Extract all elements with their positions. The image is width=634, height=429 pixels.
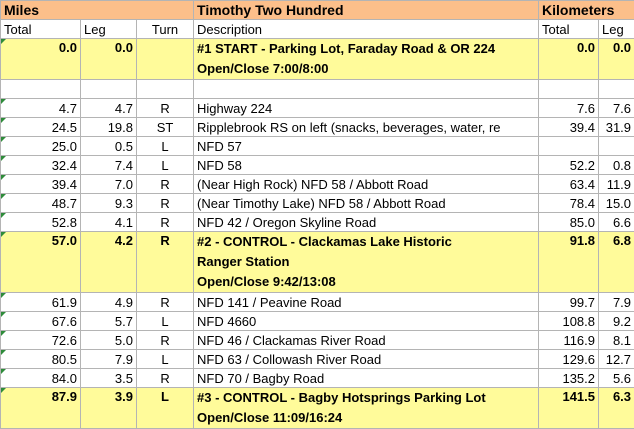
total-km-cell[interactable]: 78.4 <box>539 194 599 213</box>
total-km-cell[interactable]: 135.2 <box>539 369 599 388</box>
spacer-cell[interactable] <box>194 80 539 99</box>
leg-km-column-header[interactable]: Leg <box>599 20 634 39</box>
leg-km-cell[interactable]: 0.0 <box>599 39 634 80</box>
turn-cell[interactable]: R <box>137 194 194 213</box>
total-miles-cell[interactable]: 52.8 <box>1 213 81 232</box>
control-row <box>1 39 634 80</box>
description-cell[interactable]: NFD 4660 <box>194 312 539 331</box>
leg-km-cell[interactable]: 6.6 <box>599 213 634 232</box>
subheader-row <box>1 20 634 39</box>
description-cell[interactable]: (Near High Rock) NFD 58 / Abbott Road <box>194 175 539 194</box>
kilometers-header[interactable]: Kilometers <box>539 1 634 20</box>
leg-km-cell[interactable]: 12.7 <box>599 350 634 369</box>
cue-row <box>1 293 634 312</box>
description-cell[interactable]: NFD 58 <box>194 156 539 175</box>
total-km-cell[interactable]: 0.0 <box>539 39 599 80</box>
description-cell[interactable]: Ripplebrook RS on left (snacks, beverages, water, re <box>194 118 539 137</box>
total-miles-cell[interactable]: 32.4 <box>1 156 81 175</box>
leg-km-cell[interactable]: 6.3 <box>599 388 634 429</box>
leg-km-cell[interactable]: 31.9 <box>599 118 634 137</box>
turn-cell[interactable]: L <box>137 156 194 175</box>
spacer-cell[interactable] <box>599 80 634 99</box>
turn-cell[interactable]: R <box>137 293 194 312</box>
description-cell[interactable]: Highway 224 <box>194 99 539 118</box>
turn-cell[interactable]: ST <box>137 118 194 137</box>
cue-row <box>1 350 634 369</box>
leg-miles-cell[interactable]: 7.9 <box>81 350 137 369</box>
description-cell[interactable]: NFD 63 / Collowash River Road <box>194 350 539 369</box>
description-line: Ranger Station <box>197 252 535 272</box>
turn-cell[interactable]: L <box>137 312 194 331</box>
total-km-cell[interactable]: 99.7 <box>539 293 599 312</box>
total-miles-cell[interactable]: 67.6 <box>1 312 81 331</box>
description-line: Open/Close 11:09/16:24 <box>197 408 535 428</box>
description-cell[interactable]: NFD 141 / Peavine Road <box>194 293 539 312</box>
turn-cell[interactable]: R <box>137 99 194 118</box>
description-line: #2 - CONTROL - Clackamas Lake Historic <box>197 232 535 252</box>
total-miles-cell[interactable]: 48.7 <box>1 194 81 213</box>
spacer-row <box>1 80 634 99</box>
leg-miles-cell[interactable]: 4.1 <box>81 213 137 232</box>
cue-row <box>1 99 634 118</box>
leg-miles-cell[interactable]: 4.2 <box>81 232 137 293</box>
spacer-cell[interactable] <box>1 80 81 99</box>
description-line: Open/Close 7:00/8:00 <box>197 59 535 79</box>
turn-cell[interactable] <box>137 39 194 80</box>
total-miles-column-header[interactable]: Total <box>1 20 81 39</box>
total-km-cell[interactable]: 63.4 <box>539 175 599 194</box>
total-miles-cell[interactable]: 61.9 <box>1 293 81 312</box>
leg-miles-cell[interactable]: 3.5 <box>81 369 137 388</box>
leg-miles-cell[interactable]: 5.7 <box>81 312 137 331</box>
cue-row <box>1 312 634 331</box>
description-cell[interactable]: NFD 70 / Bagby Road <box>194 369 539 388</box>
control-row <box>1 232 634 293</box>
cue-row <box>1 369 634 388</box>
leg-km-cell[interactable]: 9.2 <box>599 312 634 331</box>
control-row <box>1 388 634 429</box>
leg-km-cell[interactable]: 7.6 <box>599 99 634 118</box>
cue-row <box>1 137 634 156</box>
total-km-cell[interactable]: 116.9 <box>539 331 599 350</box>
description-cell[interactable]: NFD 46 / Clackamas River Road <box>194 331 539 350</box>
header-row <box>1 1 634 20</box>
leg-km-cell[interactable]: 8.1 <box>599 331 634 350</box>
total-miles-cell[interactable]: 84.0 <box>1 369 81 388</box>
description-cell[interactable]: (Near Timothy Lake) NFD 58 / Abbott Road <box>194 194 539 213</box>
total-km-cell[interactable]: 7.6 <box>539 99 599 118</box>
leg-miles-cell[interactable]: 7.0 <box>81 175 137 194</box>
turn-cell[interactable]: L <box>137 137 194 156</box>
total-miles-cell[interactable]: 24.5 <box>1 118 81 137</box>
turn-column-header[interactable]: Turn <box>137 20 194 39</box>
turn-cell[interactable]: R <box>137 331 194 350</box>
description-column-header[interactable]: Description <box>194 20 539 39</box>
route-title-header[interactable]: Timothy Two Hundred <box>194 1 539 20</box>
description-line: #1 START - Parking Lot, Faraday Road & OR 224 <box>197 39 535 59</box>
description-line: Open/Close 9:42/13:08 <box>197 272 535 292</box>
turn-cell[interactable]: R <box>137 213 194 232</box>
description-cell[interactable] <box>194 232 539 293</box>
leg-miles-cell[interactable]: 4.7 <box>81 99 137 118</box>
description-cell[interactable] <box>194 39 539 80</box>
description-cell[interactable]: NFD 42 / Oregon Skyline Road <box>194 213 539 232</box>
leg-km-cell[interactable]: 15.0 <box>599 194 634 213</box>
cue-row <box>1 331 634 350</box>
cue-sheet-body <box>1 1 634 429</box>
leg-km-cell[interactable]: 0.8 <box>599 156 634 175</box>
leg-miles-cell[interactable]: 4.9 <box>81 293 137 312</box>
total-miles-cell[interactable]: 72.6 <box>1 331 81 350</box>
total-km-column-header[interactable]: Total <box>539 20 599 39</box>
cue-row <box>1 156 634 175</box>
total-miles-cell[interactable]: 0.0 <box>1 39 81 80</box>
leg-miles-cell[interactable]: 19.8 <box>81 118 137 137</box>
leg-km-cell[interactable]: 11.9 <box>599 175 634 194</box>
description-cell[interactable] <box>194 388 539 429</box>
total-km-cell[interactable]: 141.5 <box>539 388 599 429</box>
description-cell[interactable]: NFD 57 <box>194 137 539 156</box>
turn-cell[interactable]: R <box>137 175 194 194</box>
spacer-cell[interactable] <box>81 80 137 99</box>
spacer-cell[interactable] <box>539 80 599 99</box>
leg-km-cell[interactable]: 6.8 <box>599 232 634 293</box>
total-km-cell[interactable] <box>539 137 599 156</box>
leg-miles-cell[interactable]: 3.9 <box>81 388 137 429</box>
leg-miles-cell[interactable]: 0.5 <box>81 137 137 156</box>
leg-miles-cell[interactable]: 9.3 <box>81 194 137 213</box>
cue-row <box>1 213 634 232</box>
total-miles-cell[interactable]: 87.9 <box>1 388 81 429</box>
spacer-cell[interactable] <box>137 80 194 99</box>
leg-miles-cell[interactable]: 7.4 <box>81 156 137 175</box>
cue-row <box>1 194 634 213</box>
leg-miles-cell[interactable]: 5.0 <box>81 331 137 350</box>
total-miles-cell[interactable]: 25.0 <box>1 137 81 156</box>
total-miles-cell[interactable]: 57.0 <box>1 232 81 293</box>
cue-row <box>1 175 634 194</box>
cue-row <box>1 118 634 137</box>
total-miles-cell[interactable]: 4.7 <box>1 99 81 118</box>
turn-cell[interactable]: R <box>137 232 194 293</box>
leg-km-cell[interactable]: 5.6 <box>599 369 634 388</box>
miles-header[interactable]: Miles <box>1 1 194 20</box>
turn-cell[interactable]: R <box>137 369 194 388</box>
total-km-cell[interactable]: 39.4 <box>539 118 599 137</box>
leg-miles-cell[interactable]: 0.0 <box>81 39 137 80</box>
total-km-cell[interactable]: 129.6 <box>539 350 599 369</box>
turn-cell[interactable]: L <box>137 388 194 429</box>
total-km-cell[interactable]: 85.0 <box>539 213 599 232</box>
description-line: #3 - CONTROL - Bagby Hotsprings Parking Lot <box>197 388 535 408</box>
leg-miles-column-header[interactable]: Leg <box>81 20 137 39</box>
total-km-cell[interactable]: 108.8 <box>539 312 599 331</box>
leg-km-cell[interactable]: 7.9 <box>599 293 634 312</box>
total-km-cell[interactable]: 52.2 <box>539 156 599 175</box>
total-miles-cell[interactable]: 39.4 <box>1 175 81 194</box>
total-miles-cell[interactable]: 80.5 <box>1 350 81 369</box>
leg-km-cell[interactable] <box>599 137 634 156</box>
turn-cell[interactable]: L <box>137 350 194 369</box>
total-km-cell[interactable]: 91.8 <box>539 232 599 293</box>
